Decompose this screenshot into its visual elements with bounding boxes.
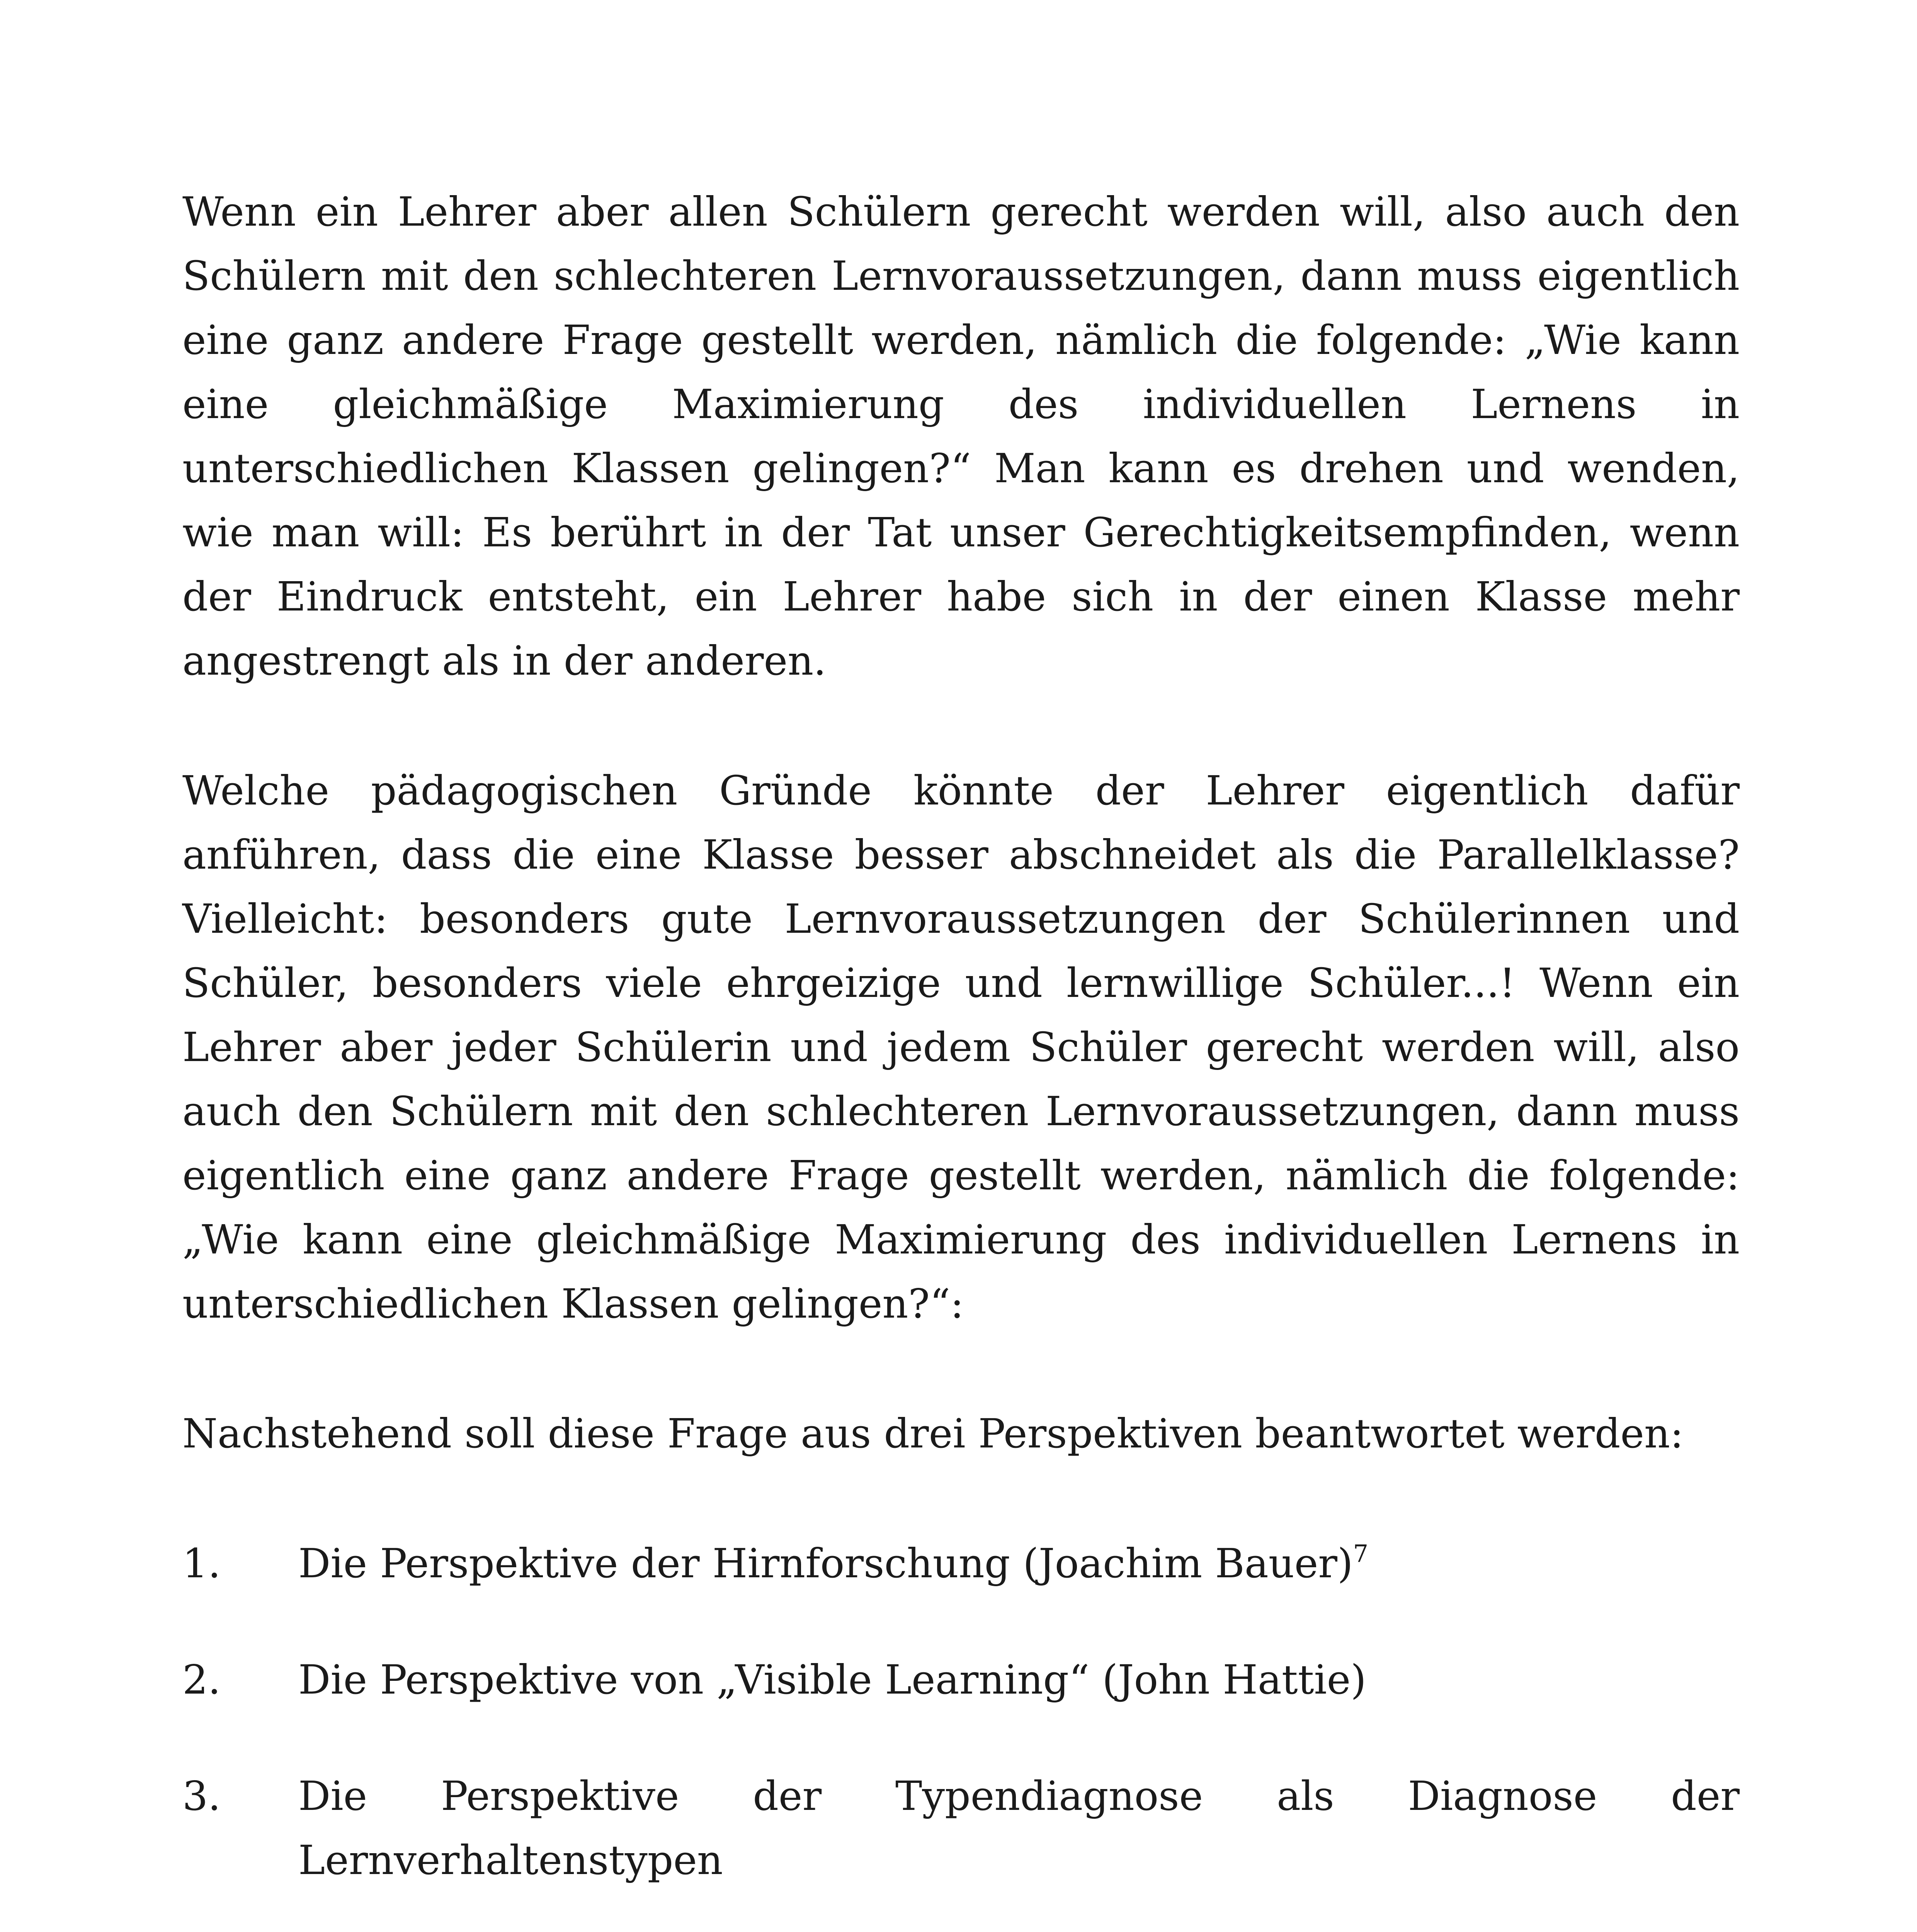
list-item-text: Die Perspektive von „Visible Learning“ (John Hattie): [298, 1656, 1366, 1703]
perspectives-list: [182, 1531, 1740, 1892]
list-text: [298, 1531, 1740, 1595]
list-item: [182, 1531, 1740, 1595]
paragraph-2: Welche pädagogischen Gründe könnte der Lehrer eigentlich dafür anführen, dass die eine Klasse besser abschneidet als die Parallelklasse? Vielleicht: besonders gute Lernvoraussetzungen der Schülerinnen und Schüler, besonders viele ehrgeizige und lernwillige Schüler...! Wenn ein Lehrer aber jeder Schülerin und jedem Schüler gerecht werden will, also auch den Schülern mit den schlechteren Lernvoraussetzungen, dann muss eigentlich eine ganz andere Frage gestellt werden, nämlich die folgende: „Wie kann eine gleichmäßige Maximierung des individuellen Lernens in unterschiedlichen Klassen gelingen?“:: [182, 767, 1740, 1327]
paragraph-1: Wenn ein Lehrer aber allen Schülern gerecht werden will, also auch den Schülern mit den schlechteren Lernvoraussetzungen, dann muss eigentlich eine ganz andere Frage gestellt werden, nämlich die folgende: „Wie kann eine gleichmäßige Maximierung des individuellen Lernens in unterschiedlichen Klassen gelingen?“ Man kann es drehen und wenden, wie man will: Es berührt in der Tat unser Gerechtigkeitsempfinden, wenn der Eindruck entsteht, ein Lehrer habe sich in der einen Klasse mehr angestrengt als in der anderen.: [182, 188, 1740, 684]
body-text: [182, 180, 1740, 1932]
paragraph-3: Nachstehend soll diese Frage aus drei Perspektiven beantwortet werden:: [182, 1410, 1684, 1457]
list-number: 2.: [182, 1656, 221, 1703]
list-number: 3.: [182, 1772, 221, 1820]
list-item: [182, 1764, 1740, 1892]
footnote-reference[interactable]: 7: [1353, 1539, 1369, 1568]
list-item-text: Die Perspektive der Typendiagnose als Diagnose der Lernverhaltenstypen: [298, 1772, 1740, 1884]
list-number: 1.: [182, 1540, 221, 1587]
list-item: [182, 1648, 1740, 1712]
list-item-text: Die Perspektive der Hirnforschung (Joachim Bauer): [298, 1540, 1353, 1587]
